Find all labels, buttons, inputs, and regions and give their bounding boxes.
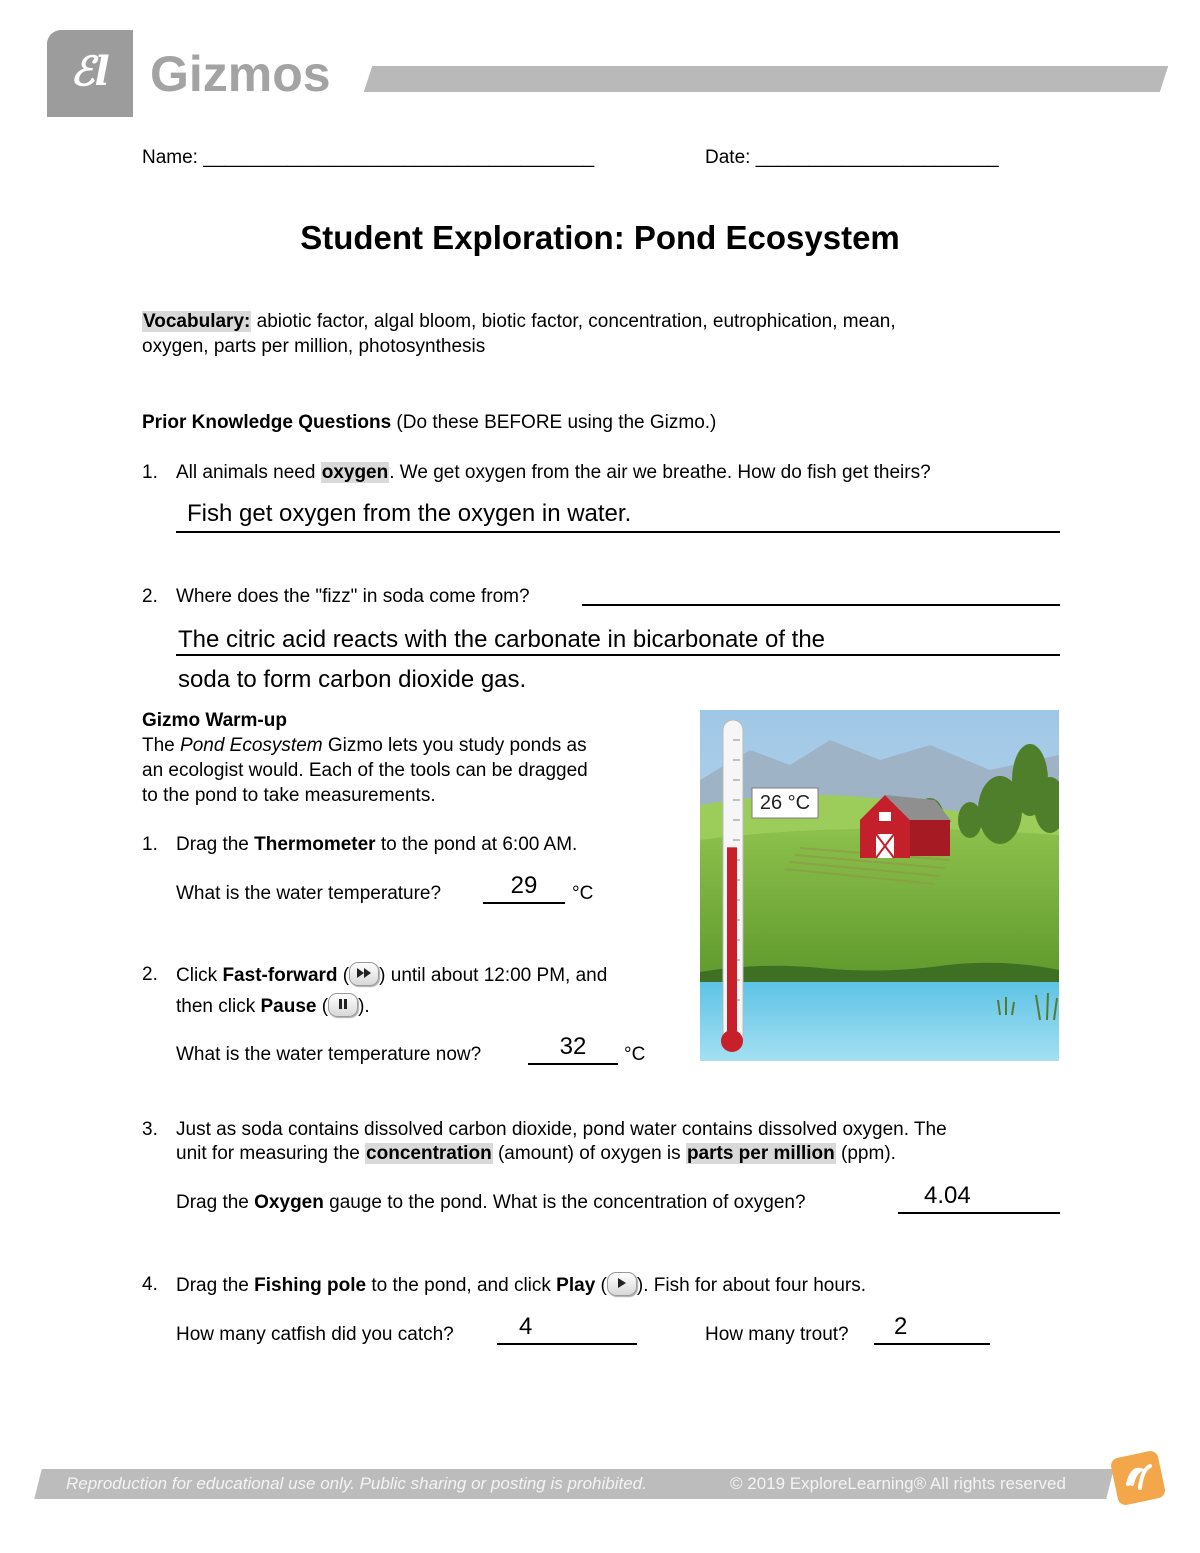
pk-q1-answer[interactable]: Fish get oxygen from the oxygen in water. — [176, 500, 1060, 533]
vocabulary-label: Vocabulary: — [143, 311, 251, 332]
term-oxygen: oxygen — [321, 462, 389, 483]
name-label: Name: — [142, 147, 198, 168]
pk-q2-answer-line1[interactable]: The citric acid reacts with the carbonate in bicarbonate of the — [176, 626, 1060, 656]
date-line: _______________________ — [755, 147, 999, 168]
explorelearning-footer-logo-icon — [1106, 1448, 1170, 1508]
pk-q2-text: Where does the "fizz" in soda come from? — [176, 586, 530, 607]
page-title: Student Exploration: Pond Ecosystem — [300, 219, 900, 256]
wu-q4-trout-answer[interactable]: 2 — [874, 1313, 990, 1345]
explorelearning-logo-icon: ℰl — [70, 48, 110, 95]
wu-q1-text: Drag the Thermometer to the pond at 6:00 AM. — [176, 834, 578, 855]
wu-q3-text-line2: unit for measuring the concentration (amount) of oxygen is parts per million (ppm). — [176, 1143, 896, 1164]
wu-q4-text: Drag the Fishing pole to the pond, and click Play ( ). Fish for about four hours. — [176, 1272, 866, 1298]
warmup-intro-line2: an ecologist would. Each of the tools can be dragged — [142, 760, 588, 781]
wu-q2-number: 2. — [142, 964, 158, 985]
brand-name: Gizmos — [150, 46, 331, 102]
wu-q2-answer[interactable]: 32 — [528, 1033, 618, 1065]
gizmos-logo — [47, 30, 133, 117]
pond-ecosystem-picture — [700, 710, 1059, 1061]
pk-q1-text: All animals need oxygen. We get oxygen from the air we breathe. How do fish get theirs? — [176, 462, 931, 483]
wu-q4-catfish-answer[interactable]: 4 — [497, 1313, 637, 1345]
warmup-intro-line3: to the pond to take measurements. — [142, 785, 436, 806]
wu-q1-answer[interactable]: 29 — [483, 872, 565, 904]
pk-q1-number: 1. — [142, 462, 158, 483]
wu-q1-question: What is the water temperature? — [176, 883, 442, 904]
term-concentration: concentration — [366, 1143, 492, 1164]
wu-q2-question: What is the water temperature now? — [176, 1044, 482, 1065]
wu-q1-unit: °C — [572, 883, 594, 904]
term-parts-per-million: parts per million — [686, 1143, 835, 1164]
prior-knowledge-heading: Prior Knowledge Questions (Do these BEFORE using the Gizmo.) — [142, 412, 717, 433]
wu-q1-number: 1. — [142, 834, 158, 855]
header-bar — [364, 66, 1168, 92]
wu-q3-answer[interactable]: 4.04 — [898, 1182, 1060, 1214]
wu-q4-number: 4. — [142, 1274, 158, 1295]
wu-q3-number: 3. — [142, 1119, 158, 1140]
wu-q4-catfish-question: How many catfish did you catch? — [176, 1324, 454, 1345]
thermometer — [721, 720, 743, 1052]
pk-q2-number: 2. — [142, 586, 158, 607]
play-icon — [607, 1272, 637, 1296]
footer-copyright: © 2019 ExploreLearning® All rights reserved — [730, 1474, 1066, 1493]
pause-icon — [328, 993, 358, 1017]
wu-q3-text-line1: Just as soda contains dissolved carbon dioxide, pond water contains dissolved oxygen. The — [176, 1119, 947, 1140]
name-line: _____________________________________ — [203, 147, 595, 168]
date-label: Date: — [705, 147, 751, 168]
footer-reproduction-note: Reproduction for educational use only. Public sharing or posting is prohibited. — [66, 1474, 647, 1493]
vocabulary-line2: oxygen, parts per million, photosynthesis — [142, 336, 486, 357]
wu-q4-trout-question: How many trout? — [705, 1324, 849, 1345]
temperature-readout-text: 26 °C — [759, 792, 811, 814]
date-field[interactable] — [705, 145, 999, 170]
wu-q2-unit: °C — [624, 1044, 646, 1065]
fast-forward-icon — [349, 962, 379, 986]
vocabulary-line1: Vocabulary: abiotic factor, algal bloom, biotic factor, concentration, eutrophication, mean, — [143, 311, 896, 332]
wu-q2-text: Click Fast-forward ( ) until about 12:00 PM, and — [176, 962, 607, 988]
pk-q2-answer-line2[interactable]: soda to form carbon dioxide gas. — [178, 666, 527, 693]
wu-q2-text-line2: then click Pause ( ). — [176, 993, 370, 1019]
warmup-heading: Gizmo Warm-up — [142, 710, 287, 731]
name-field[interactable] — [142, 145, 594, 170]
pk-q2-inline-line[interactable] — [582, 580, 1060, 606]
wu-q3-question: Drag the Oxygen gauge to the pond. What is the concentration of oxygen? — [176, 1192, 806, 1213]
warmup-intro-line1: The Pond Ecosystem Gizmo lets you study ponds as — [142, 735, 587, 756]
